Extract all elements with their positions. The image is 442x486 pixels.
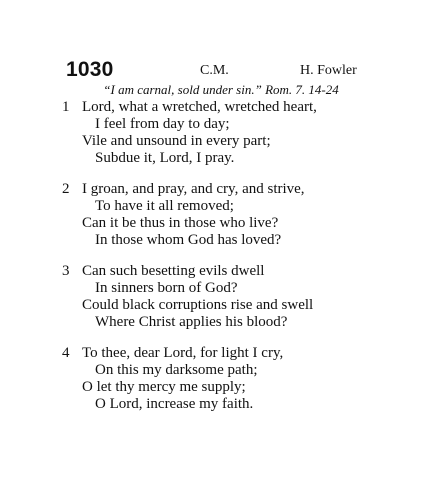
- epigraph-quote: “I am carnal, sold under sin.”: [103, 82, 262, 97]
- verse-line: In sinners born of God?: [95, 280, 238, 296]
- verse-line: O let thy mercy me supply;: [82, 379, 246, 395]
- verse-number: 4: [62, 345, 70, 361]
- verse-line: Could black corruptions rise and swell: [82, 297, 314, 313]
- verse-line: Can such besetting evils dwell: [82, 263, 265, 279]
- epigraph-reference: Rom. 7. 14-24: [265, 82, 339, 97]
- verse-line: To thee, dear Lord, for light I cry,: [82, 345, 284, 361]
- verse: [62, 263, 382, 331]
- verse-line: O Lord, increase my faith.: [95, 396, 254, 412]
- verse: [62, 181, 382, 249]
- scripture-epigraph: [0, 82, 442, 98]
- verse-line: Subdue it, Lord, I pray.: [95, 150, 235, 166]
- verse-line: I groan, and pray, and cry, and strive,: [82, 181, 305, 197]
- verse: [62, 345, 382, 413]
- verse-line: I feel from day to day;: [95, 116, 230, 132]
- verse-line: Can it be thus in those who live?: [82, 215, 279, 231]
- verse-line: Where Christ applies his blood?: [95, 314, 288, 330]
- hymn-author: H. Fowler: [300, 63, 357, 78]
- verse: [62, 99, 382, 167]
- verse-number: 1: [62, 99, 70, 115]
- verse-number: 3: [62, 263, 70, 279]
- verse-line: On this my darksome path;: [95, 362, 258, 378]
- verse-line: To have it all removed;: [95, 198, 234, 214]
- hymn-header: [66, 58, 366, 82]
- verse-list: [62, 99, 382, 427]
- verse-line: In those whom God has loved?: [95, 232, 282, 248]
- verse-line: Lord, what a wretched, wretched heart,: [82, 99, 317, 115]
- hymn-meter: C.M.: [200, 63, 229, 78]
- hymn-number: 1030: [66, 58, 114, 81]
- verse-number: 2: [62, 181, 70, 197]
- verse-line: Vile and unsound in every part;: [82, 133, 271, 149]
